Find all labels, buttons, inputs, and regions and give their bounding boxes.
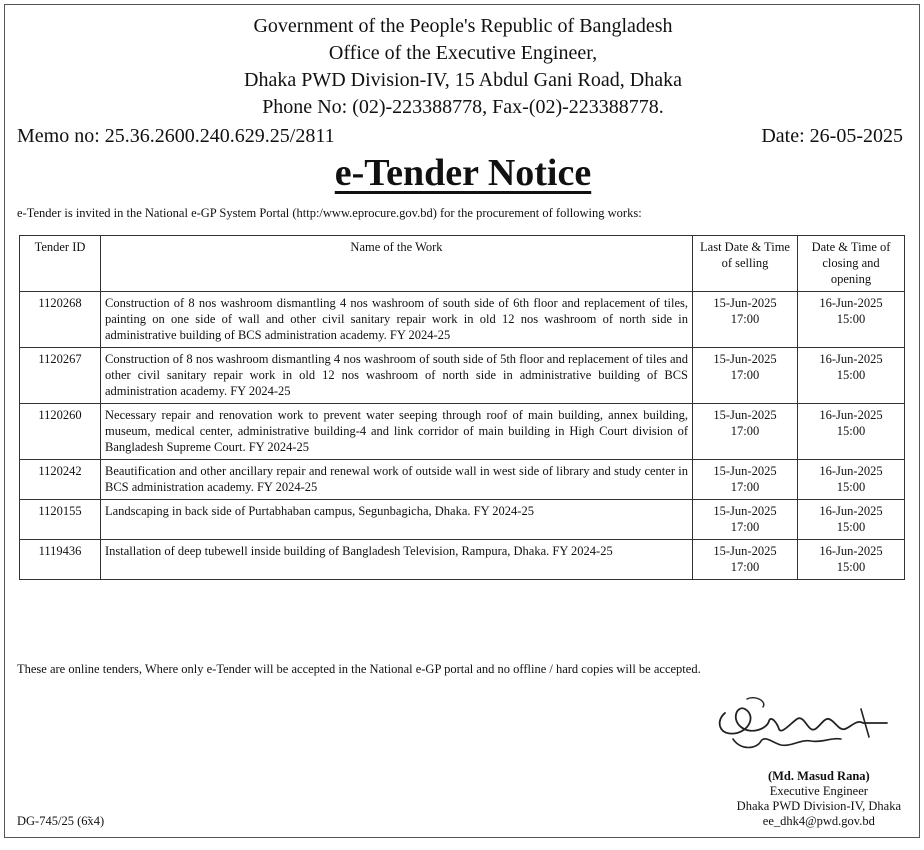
- closing-date: 16-Jun-2025: [819, 504, 883, 518]
- selling-deadline: [693, 292, 798, 348]
- closing-deadline: [798, 500, 905, 540]
- closing-date: 16-Jun-2025: [819, 464, 883, 478]
- works-table: [19, 235, 905, 580]
- tender-id: 1120267: [20, 348, 101, 404]
- selling-time: 17:00: [730, 312, 760, 326]
- tender-id: 1120268: [20, 292, 101, 348]
- header-selling-date: Last Date & Time of selling: [693, 236, 798, 292]
- closing-date: 16-Jun-2025: [819, 352, 883, 366]
- closing-deadline: [798, 540, 905, 580]
- selling-date: 15-Jun-2025: [713, 464, 777, 478]
- closing-deadline: [798, 460, 905, 500]
- table-row: [20, 348, 905, 404]
- online-tender-note: These are online tenders, Where only e-Tender will be accepted in the National e-GP portal and no offline / hard copies will be accepted.: [17, 662, 701, 676]
- work-name: Construction of 8 nos washroom dismantling 4 nos washroom of south side of 5th floor and replacement of tiles and other civil sanitary repair work in old 12 nos washroom of north side in administrative building of BCS administration academy. FY 2024-25: [101, 348, 693, 404]
- header-tender-id: Tender ID: [20, 236, 101, 292]
- signer-email: ee_dhk4@pwd.gov.bd: [762, 814, 875, 828]
- closing-deadline: [798, 404, 905, 460]
- header-address: Dhaka PWD Division-IV, 15 Abdul Gani Road, Dhaka: [244, 69, 682, 91]
- notice-title-text: e-Tender Notice: [334, 152, 592, 194]
- signer-designation: Executive Engineer: [769, 784, 868, 798]
- selling-date: 15-Jun-2025: [713, 544, 777, 558]
- table-row: [20, 540, 905, 580]
- table-row: [20, 460, 905, 500]
- tender-id: 1120260: [20, 404, 101, 460]
- selling-deadline: [693, 500, 798, 540]
- header-government: Government of the People's Republic of Bangladesh: [253, 15, 673, 37]
- intro-text: e-Tender is invited in the National e-GP System Portal (http:/www.eprocure.gov.bd) for the procurement of following works:: [17, 206, 642, 220]
- selling-date: 15-Jun-2025: [713, 504, 777, 518]
- selling-time: 17:00: [730, 424, 760, 438]
- work-name: Landscaping in back side of Purtabhaban campus, Segunbagicha, Dhaka. FY 2024-25: [101, 500, 693, 540]
- closing-time: 15:00: [836, 480, 866, 494]
- closing-time: 15:00: [836, 312, 866, 326]
- dg-code: DG-745/25 (6̃x4): [17, 814, 105, 828]
- header-work-name: Name of the Work: [101, 236, 693, 292]
- closing-deadline: [798, 348, 905, 404]
- table-header-row: [20, 236, 905, 292]
- tender-id: 1120242: [20, 460, 101, 500]
- selling-time: 17:00: [730, 560, 760, 574]
- work-name: Construction of 8 nos washroom dismantling 4 nos washroom of south side of 6th floor and replacement of tiles, painting on one side of wall and other civil sanitary repair work in old 12 nos washroom of north side in administrative building of BCS administration academy. FY 2024-25: [101, 292, 693, 348]
- closing-time: 15:00: [836, 520, 866, 534]
- tender-id: 1120155: [20, 500, 101, 540]
- table-row: [20, 404, 905, 460]
- header-phone: Phone No: (02)-223388778, Fax-(02)-223388778.: [262, 96, 664, 118]
- signer-office: Dhaka PWD Division-IV, Dhaka: [736, 799, 901, 813]
- header-office: Office of the Executive Engineer,: [328, 42, 598, 64]
- selling-time: 17:00: [730, 480, 760, 494]
- closing-time: 15:00: [836, 424, 866, 438]
- notice-title: [5, 149, 921, 197]
- closing-date: 16-Jun-2025: [819, 408, 883, 422]
- closing-date: 16-Jun-2025: [819, 544, 883, 558]
- selling-deadline: [693, 404, 798, 460]
- signer-block: [737, 769, 901, 829]
- signature-icon: [711, 693, 891, 763]
- memo-number: Memo no: 25.36.2600.240.629.25/2811: [17, 125, 335, 147]
- tender-id: 1119436: [20, 540, 101, 580]
- work-name: Installation of deep tubewell inside building of Bangladesh Television, Rampura, Dhaka. FY 2024-25: [101, 540, 693, 580]
- selling-deadline: [693, 460, 798, 500]
- notice-date: Date: 26-05-2025: [761, 125, 903, 147]
- selling-deadline: [693, 540, 798, 580]
- selling-time: 17:00: [730, 368, 760, 382]
- work-name: Beautification and other ancillary repair and renewal work of outside wall in west side of library and study center in BCS administration academy. FY 2024-25: [101, 460, 693, 500]
- closing-deadline: [798, 292, 905, 348]
- selling-deadline: [693, 348, 798, 404]
- work-name: Necessary repair and renovation work to prevent water seeping through roof of main building, annex building, museum, medical center, administrative building-4 and link corridor of main building in High Court division of Bangladesh Supreme Court. FY 2024-25: [101, 404, 693, 460]
- table-row: [20, 292, 905, 348]
- selling-date: 15-Jun-2025: [713, 408, 777, 422]
- selling-date: 15-Jun-2025: [713, 296, 777, 310]
- table-row: [20, 500, 905, 540]
- selling-date: 15-Jun-2025: [713, 352, 777, 366]
- signer-name: (Md. Masud Rana): [767, 769, 870, 783]
- closing-time: 15:00: [836, 560, 866, 574]
- closing-date: 16-Jun-2025: [819, 296, 883, 310]
- tender-notice-page: [4, 4, 920, 838]
- closing-time: 15:00: [836, 368, 866, 382]
- header-closing-date: Date & Time of closing and opening: [798, 236, 905, 292]
- selling-time: 17:00: [730, 520, 760, 534]
